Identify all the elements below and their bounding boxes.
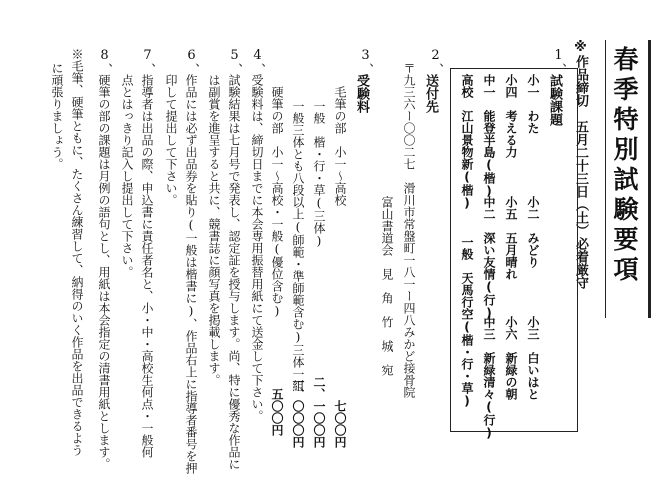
task-col2-b: 小五 五月晴れ [504, 196, 518, 280]
address: 〒九三六ー〇〇二七 滑川市常盤町一八一ー四八みかど接骨院 [402, 62, 416, 398]
task-col1-b: 小二 みどり [526, 196, 540, 268]
task-col4-b: 一般 天馬行空(楷・行・草) [460, 236, 474, 408]
item-6-number: 6、 [184, 48, 199, 76]
item-4-line-1: 受験料は、締切日までに本会専用振替用紙にて送金して下さい。 [250, 74, 264, 422]
section-1-number: 1、 [551, 48, 566, 76]
task-col2-c: 小六 新緑の朝 [504, 316, 518, 400]
title-box [605, 40, 651, 318]
item-7-line-2: 点とはっきり記入し提出して下さい。 [120, 74, 134, 278]
addressee: 富山書道会 見 角 竹 城 宛 [380, 196, 394, 376]
fee-line-3: 一般三体とも八段以上(師範・準師範含む)三体一組 [291, 100, 305, 392]
task-col2-a: 小四 考える力 [504, 74, 518, 158]
item-5-number: 5、 [227, 48, 242, 76]
closing-note-line-1: ※毛筆、硬筆ともに、たくさん練習して、納得のいく作品を出品できるよう [70, 48, 84, 456]
task-col1-a: 小一 わた [526, 74, 540, 134]
item-8-number: 8、 [97, 48, 112, 76]
section-3-number: 3、 [358, 48, 373, 76]
item-4-number: 4、 [250, 48, 265, 76]
page-title: 春季特別試験要項 [610, 46, 639, 286]
item-6-line-1: 作品には必ず出品券を貼り(一般は楷書に)、作品右上に指導者番号を押 [184, 74, 198, 474]
task-col3-c: 中三 新緑清々(行) [482, 316, 496, 440]
item-5-line-2: は副賞を進呈すると共に、競書誌に顔写真を掲載します。 [207, 74, 221, 386]
fee-line-1-price: 七〇〇円 [333, 400, 347, 448]
fee-line-2: 一般 楷・行・草(三体) [312, 100, 326, 248]
item-5-line-1: 試験結果は七月号で発表し、認定証を授与します。尚、特に優秀な作品に [227, 74, 241, 470]
task-col3-b: 中二 深い友情(行) [482, 196, 496, 320]
section-2-number: 2、 [428, 48, 443, 76]
closing-note-line-2: に頑張りましょう。 [50, 62, 64, 170]
section-1-heading: 試験課題 [547, 74, 562, 126]
task-col1-c: 小三 白いはと [526, 316, 540, 400]
fee-line-4-price: 五〇〇円 [270, 388, 284, 436]
item-7-number: 7、 [140, 48, 155, 76]
fee-line-4: 硬筆の部 小一～高校・一般(優位含む) [270, 86, 284, 318]
item-6-line-2: 印して提出して下さい。 [164, 74, 178, 206]
task-col3-a: 中一 能登半島(楷) [482, 74, 496, 198]
section-3-heading: 受験料 [354, 74, 369, 113]
item-7-line-1: 指導者は出品の際、申込書に責任者名と、小・中・高校生何点・一般何 [140, 74, 154, 458]
deadline: ※作品締切 五月二十三日（土）必着厳守 [573, 40, 588, 289]
section-2-heading: 送付先 [423, 74, 438, 113]
fee-line-2-price: 二、一〇〇円 [312, 376, 326, 448]
fee-line-3-price: 一、〇〇〇円 [291, 376, 305, 448]
task-col4-a: 高校 江山景物新(楷) [460, 74, 474, 210]
item-8-line-1: 硬筆の部の課題は月例の語句とし、用紙は本会指定の清書用紙とします。 [97, 74, 111, 470]
fee-line-1: 毛筆の部 小一～高校 [333, 86, 347, 206]
